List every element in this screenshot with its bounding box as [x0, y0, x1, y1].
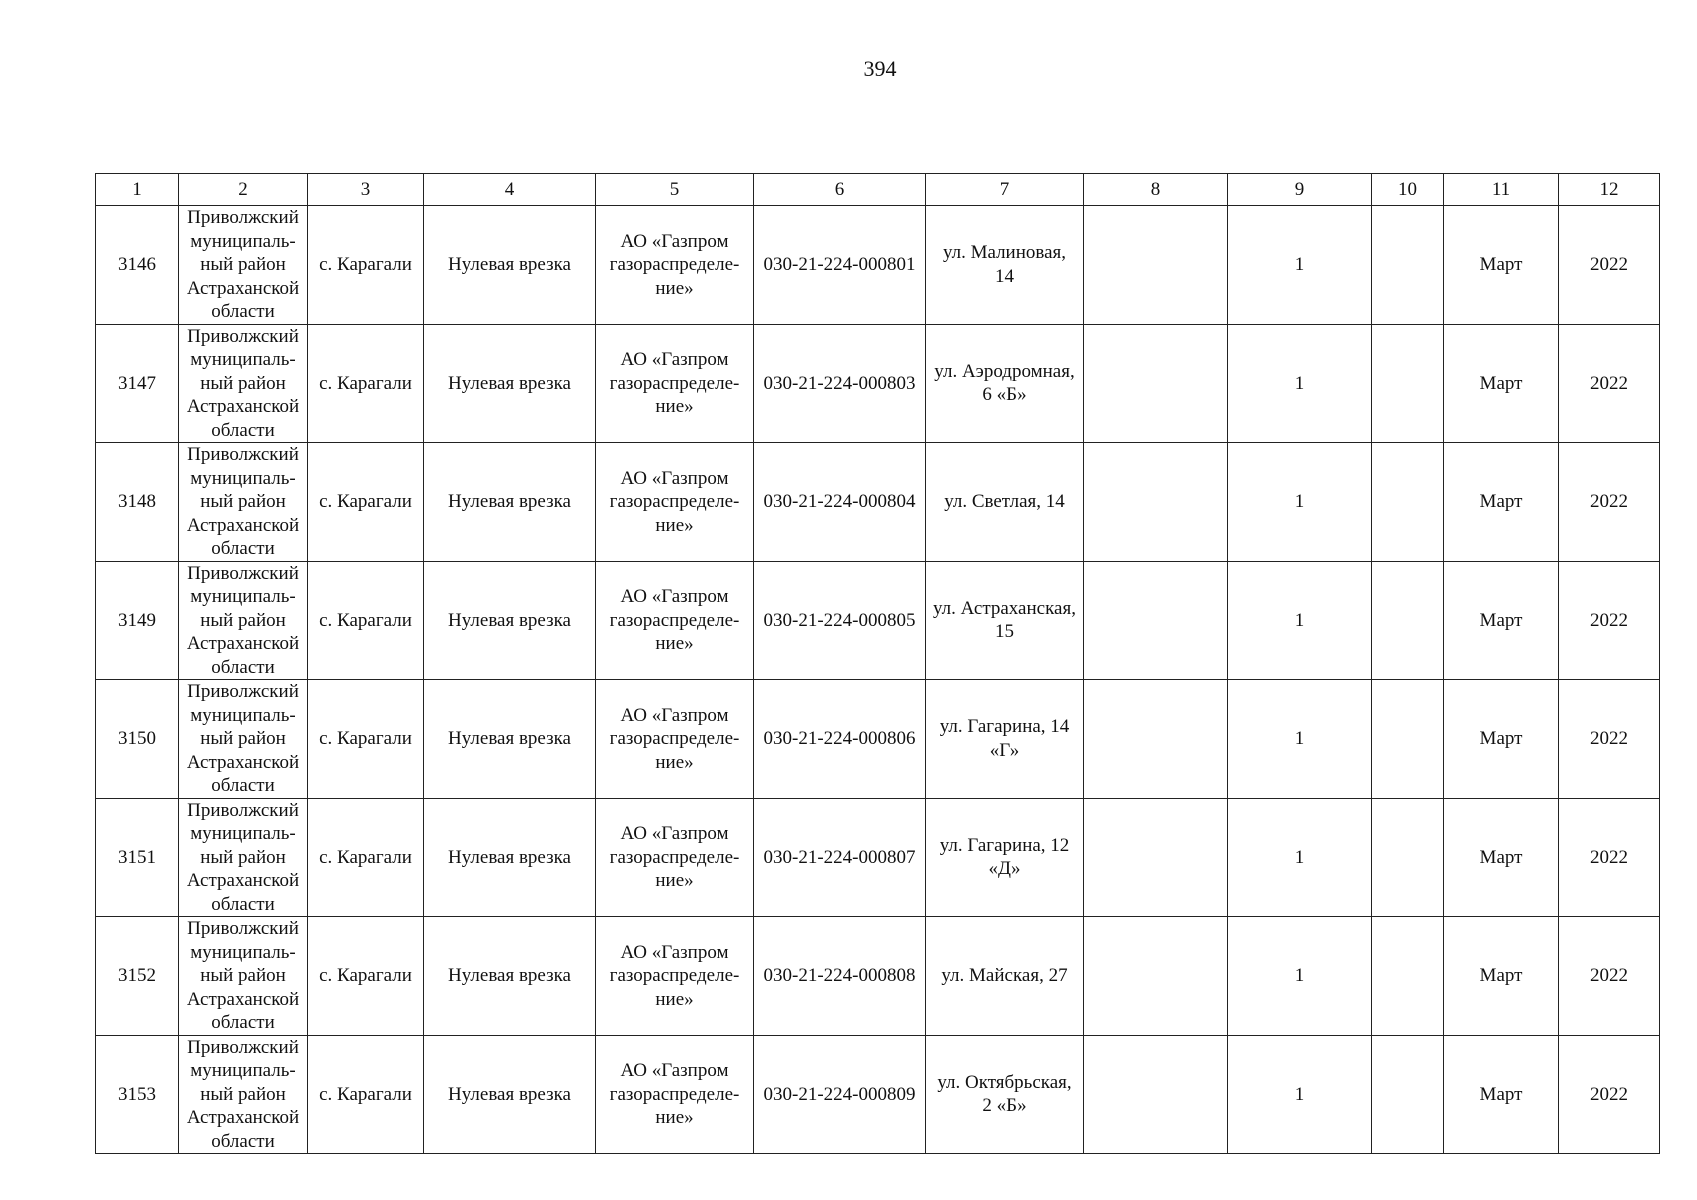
- quantity-cell-text: 1: [1294, 254, 1305, 275]
- year-cell-text: 2022: [1590, 491, 1628, 512]
- object-code-cell: [754, 561, 926, 680]
- connection-type-cell: [424, 1035, 596, 1154]
- district-cell-text: Приволжский муниципаль- ный район Астраханской области: [186, 681, 300, 796]
- table-body: [96, 206, 1660, 1154]
- quantity-cell-text: 1: [1294, 965, 1305, 986]
- column-header: 3: [308, 174, 424, 206]
- object-code-cell: [754, 680, 926, 799]
- month-cell-text: Март: [1479, 254, 1523, 275]
- table-row: [96, 561, 1660, 680]
- row-number-cell: [96, 324, 179, 443]
- month-cell-text: Март: [1479, 491, 1523, 512]
- column-8-cell: [1084, 798, 1228, 917]
- row-number-cell: [96, 443, 179, 562]
- column-10-cell: [1372, 206, 1444, 325]
- year-cell-text: 2022: [1590, 1083, 1628, 1105]
- quantity-cell: [1228, 680, 1372, 799]
- year-cell-text: 2022: [1590, 965, 1628, 986]
- connection-type-cell-text: Нулевая врезка: [448, 609, 571, 631]
- organization-cell: [596, 206, 754, 325]
- settlement-cell-text: с. Карагали: [319, 609, 412, 631]
- column-10-cell: [1372, 1035, 1444, 1154]
- quantity-cell-text: 1: [1294, 846, 1305, 868]
- settlement-cell: [308, 1035, 424, 1154]
- column-10-cell: [1372, 443, 1444, 562]
- settlement-cell: [308, 561, 424, 680]
- address-cell: [926, 917, 1084, 1036]
- district-cell: [179, 798, 308, 917]
- column-8-cell: [1084, 443, 1228, 562]
- year-cell-text: 2022: [1590, 254, 1628, 275]
- quantity-cell-text: 1: [1294, 609, 1305, 631]
- column-8-cell: [1084, 206, 1228, 325]
- year-cell-text: 2022: [1590, 728, 1628, 749]
- organization-cell: [596, 917, 754, 1036]
- connection-type-cell-text: Нулевая врезка: [448, 1083, 571, 1105]
- table-row: [96, 443, 1660, 562]
- month-cell: [1444, 561, 1559, 680]
- column-header: 4: [424, 174, 596, 206]
- address-cell: [926, 798, 1084, 917]
- organization-cell: [596, 680, 754, 799]
- organization-cell-text: АО «Газпром газораспределе- ние»: [609, 941, 740, 1010]
- quantity-cell-text: 1: [1294, 1083, 1305, 1105]
- connection-type-cell-text: Нулевая врезка: [448, 846, 571, 868]
- quantity-cell-text: 1: [1294, 372, 1305, 394]
- row-number-cell-text: 3153: [118, 1083, 156, 1105]
- address-cell-text: ул. Майская, 27: [941, 965, 1068, 986]
- connection-type-cell: [424, 561, 596, 680]
- column-10-cell: [1372, 680, 1444, 799]
- column-10-cell: [1372, 917, 1444, 1036]
- year-cell: [1559, 798, 1660, 917]
- settlement-cell-text: с. Карагали: [319, 372, 412, 394]
- district-cell-text: Приволжский муниципаль- ный район Астраханской области: [186, 918, 300, 1033]
- connection-type-cell: [424, 324, 596, 443]
- settlement-cell-text: с. Карагали: [319, 965, 412, 986]
- address-cell-text: ул. Гагарина, 12 «Д»: [939, 834, 1070, 880]
- object-code-cell: [754, 917, 926, 1036]
- object-code-cell-text: 030-21-224-000801: [763, 254, 916, 275]
- district-cell: [179, 917, 308, 1036]
- address-cell: [926, 443, 1084, 562]
- row-number-cell: [96, 680, 179, 799]
- organization-cell-text: АО «Газпром газораспределе- ние»: [609, 349, 740, 417]
- address-cell-text: ул. Аэродромная, 6 «Б»: [934, 360, 1075, 406]
- table-row: [96, 206, 1660, 325]
- year-cell: [1559, 917, 1660, 1036]
- district-cell-text: Приволжский муниципаль- ный район Астраханской области: [186, 799, 300, 915]
- column-header: 12: [1559, 174, 1660, 206]
- organization-cell-text: АО «Газпром газораспределе- ние»: [609, 467, 740, 536]
- district-cell: [179, 324, 308, 443]
- column-header: 8: [1084, 174, 1228, 206]
- row-number-cell-text: 3146: [118, 254, 156, 275]
- column-header: 9: [1228, 174, 1372, 206]
- organization-cell: [596, 561, 754, 680]
- column-header: 5: [596, 174, 754, 206]
- column-header: 7: [926, 174, 1084, 206]
- object-code-cell: [754, 206, 926, 325]
- object-code-cell-text: 030-21-224-000806: [763, 728, 916, 749]
- quantity-cell: [1228, 917, 1372, 1036]
- quantity-cell-text: 1: [1294, 491, 1305, 512]
- connection-type-cell-text: Нулевая врезка: [448, 372, 571, 394]
- object-code-cell: [754, 1035, 926, 1154]
- registry-table: [95, 173, 1660, 1154]
- connection-type-cell-text: Нулевая врезка: [448, 254, 571, 275]
- month-cell-text: Март: [1479, 846, 1523, 868]
- settlement-cell-text: с. Карагали: [319, 491, 412, 512]
- connection-type-cell: [424, 206, 596, 325]
- district-cell-text: Приволжский муниципаль- ный район Астраханской области: [186, 207, 300, 322]
- connection-type-cell: [424, 798, 596, 917]
- settlement-cell: [308, 206, 424, 325]
- year-cell: [1559, 561, 1660, 680]
- column-10-cell: [1372, 324, 1444, 443]
- address-cell: [926, 206, 1084, 325]
- month-cell-text: Март: [1479, 1083, 1523, 1105]
- quantity-cell: [1228, 1035, 1372, 1154]
- month-cell: [1444, 1035, 1559, 1154]
- district-cell: [179, 1035, 308, 1154]
- organization-cell: [596, 1035, 754, 1154]
- year-cell: [1559, 324, 1660, 443]
- address-cell-text: ул. Гагарина, 14 «Г»: [939, 716, 1070, 761]
- column-10-cell: [1372, 561, 1444, 680]
- row-number-cell-text: 3148: [118, 491, 156, 512]
- object-code-cell-text: 030-21-224-000804: [763, 491, 916, 512]
- organization-cell: [596, 798, 754, 917]
- address-cell-text: ул. Светлая, 14: [944, 491, 1065, 512]
- district-cell-text: Приволжский муниципаль- ный район Астраханской области: [186, 325, 300, 441]
- address-cell: [926, 1035, 1084, 1154]
- year-cell-text: 2022: [1590, 372, 1628, 394]
- row-number-cell: [96, 917, 179, 1036]
- settlement-cell: [308, 324, 424, 443]
- settlement-cell-text: с. Карагали: [319, 728, 412, 749]
- connection-type-cell-text: Нулевая врезка: [448, 965, 571, 986]
- organization-cell-text: АО «Газпром газораспределе- ние»: [609, 586, 740, 654]
- table-row: [96, 917, 1660, 1036]
- year-cell: [1559, 443, 1660, 562]
- organization-cell-text: АО «Газпром газораспределе- ние»: [609, 230, 740, 299]
- connection-type-cell-text: Нулевая врезка: [448, 728, 571, 749]
- row-number-cell: [96, 798, 179, 917]
- quantity-cell: [1228, 798, 1372, 917]
- table-row: [96, 798, 1660, 917]
- settlement-cell-text: с. Карагали: [319, 254, 412, 275]
- connection-type-cell: [424, 443, 596, 562]
- connection-type-cell: [424, 680, 596, 799]
- address-cell: [926, 324, 1084, 443]
- organization-cell: [596, 324, 754, 443]
- month-cell-text: Март: [1479, 728, 1523, 749]
- row-number-cell: [96, 561, 179, 680]
- object-code-cell: [754, 798, 926, 917]
- quantity-cell: [1228, 324, 1372, 443]
- object-code-cell-text: 030-21-224-000808: [763, 965, 916, 986]
- district-cell: [179, 206, 308, 325]
- table-header: [96, 174, 1660, 206]
- district-cell-text: Приволжский муниципаль- ный район Астраханской области: [186, 444, 300, 559]
- page-number: 394: [863, 56, 897, 81]
- table-row: [96, 324, 1660, 443]
- district-cell: [179, 561, 308, 680]
- month-cell: [1444, 680, 1559, 799]
- organization-cell: [596, 443, 754, 562]
- month-cell: [1444, 798, 1559, 917]
- object-code-cell: [754, 443, 926, 562]
- settlement-cell: [308, 443, 424, 562]
- object-code-cell-text: 030-21-224-000803: [763, 372, 916, 394]
- object-code-cell-text: 030-21-224-000807: [763, 846, 916, 868]
- address-cell-text: ул. Астраханская, 15: [933, 597, 1076, 643]
- month-cell-text: Март: [1479, 965, 1523, 986]
- object-code-cell: [754, 324, 926, 443]
- column-header: 10: [1372, 174, 1444, 206]
- connection-type-cell-text: Нулевая врезка: [448, 491, 571, 512]
- settlement-cell-text: с. Карагали: [319, 846, 412, 868]
- row-number-cell: [96, 1035, 179, 1154]
- year-cell-text: 2022: [1590, 609, 1628, 631]
- month-cell: [1444, 443, 1559, 562]
- column-8-cell: [1084, 680, 1228, 799]
- table-row: [96, 680, 1660, 799]
- district-cell: [179, 680, 308, 799]
- row-number-cell: [96, 206, 179, 325]
- month-cell: [1444, 917, 1559, 1036]
- quantity-cell-text: 1: [1294, 728, 1305, 749]
- row-number-cell-text: 3152: [118, 965, 156, 986]
- object-code-cell-text: 030-21-224-000805: [763, 609, 916, 631]
- column-8-cell: [1084, 324, 1228, 443]
- year-cell-text: 2022: [1590, 846, 1628, 868]
- column-10-cell: [1372, 798, 1444, 917]
- column-header: 1: [96, 174, 179, 206]
- column-header: 6: [754, 174, 926, 206]
- organization-cell-text: АО «Газпром газораспределе- ние»: [609, 1060, 740, 1128]
- object-code-cell-text: 030-21-224-000809: [763, 1083, 916, 1105]
- settlement-cell: [308, 798, 424, 917]
- table-row: [96, 1035, 1660, 1154]
- settlement-cell: [308, 917, 424, 1036]
- connection-type-cell: [424, 917, 596, 1036]
- column-8-cell: [1084, 917, 1228, 1036]
- row-number-cell-text: 3147: [118, 372, 156, 394]
- quantity-cell: [1228, 561, 1372, 680]
- month-cell-text: Март: [1479, 372, 1523, 394]
- address-cell: [926, 561, 1084, 680]
- row-number-cell-text: 3151: [118, 846, 156, 868]
- month-cell: [1444, 324, 1559, 443]
- month-cell: [1444, 206, 1559, 325]
- address-cell-text: ул. Октябрьская, 2 «Б»: [937, 1071, 1072, 1117]
- organization-cell-text: АО «Газпром газораспределе- ние»: [609, 823, 740, 891]
- row-number-cell-text: 3150: [118, 728, 156, 749]
- district-cell-text: Приволжский муниципаль- ный район Астраханской области: [186, 562, 300, 678]
- quantity-cell: [1228, 443, 1372, 562]
- district-cell: [179, 443, 308, 562]
- row-number-cell-text: 3149: [118, 609, 156, 631]
- column-8-cell: [1084, 1035, 1228, 1154]
- year-cell: [1559, 1035, 1660, 1154]
- column-header: 11: [1444, 174, 1559, 206]
- column-header: 2: [179, 174, 308, 206]
- settlement-cell-text: с. Карагали: [319, 1083, 412, 1105]
- header-row: [96, 174, 1660, 206]
- month-cell-text: Март: [1479, 609, 1523, 631]
- year-cell: [1559, 680, 1660, 799]
- address-cell: [926, 680, 1084, 799]
- quantity-cell: [1228, 206, 1372, 325]
- column-8-cell: [1084, 561, 1228, 680]
- district-cell-text: Приволжский муниципаль- ный район Астраханской области: [186, 1036, 300, 1152]
- settlement-cell: [308, 680, 424, 799]
- year-cell: [1559, 206, 1660, 325]
- organization-cell-text: АО «Газпром газораспределе- ние»: [609, 704, 740, 773]
- address-cell-text: ул. Малиновая, 14: [942, 242, 1067, 287]
